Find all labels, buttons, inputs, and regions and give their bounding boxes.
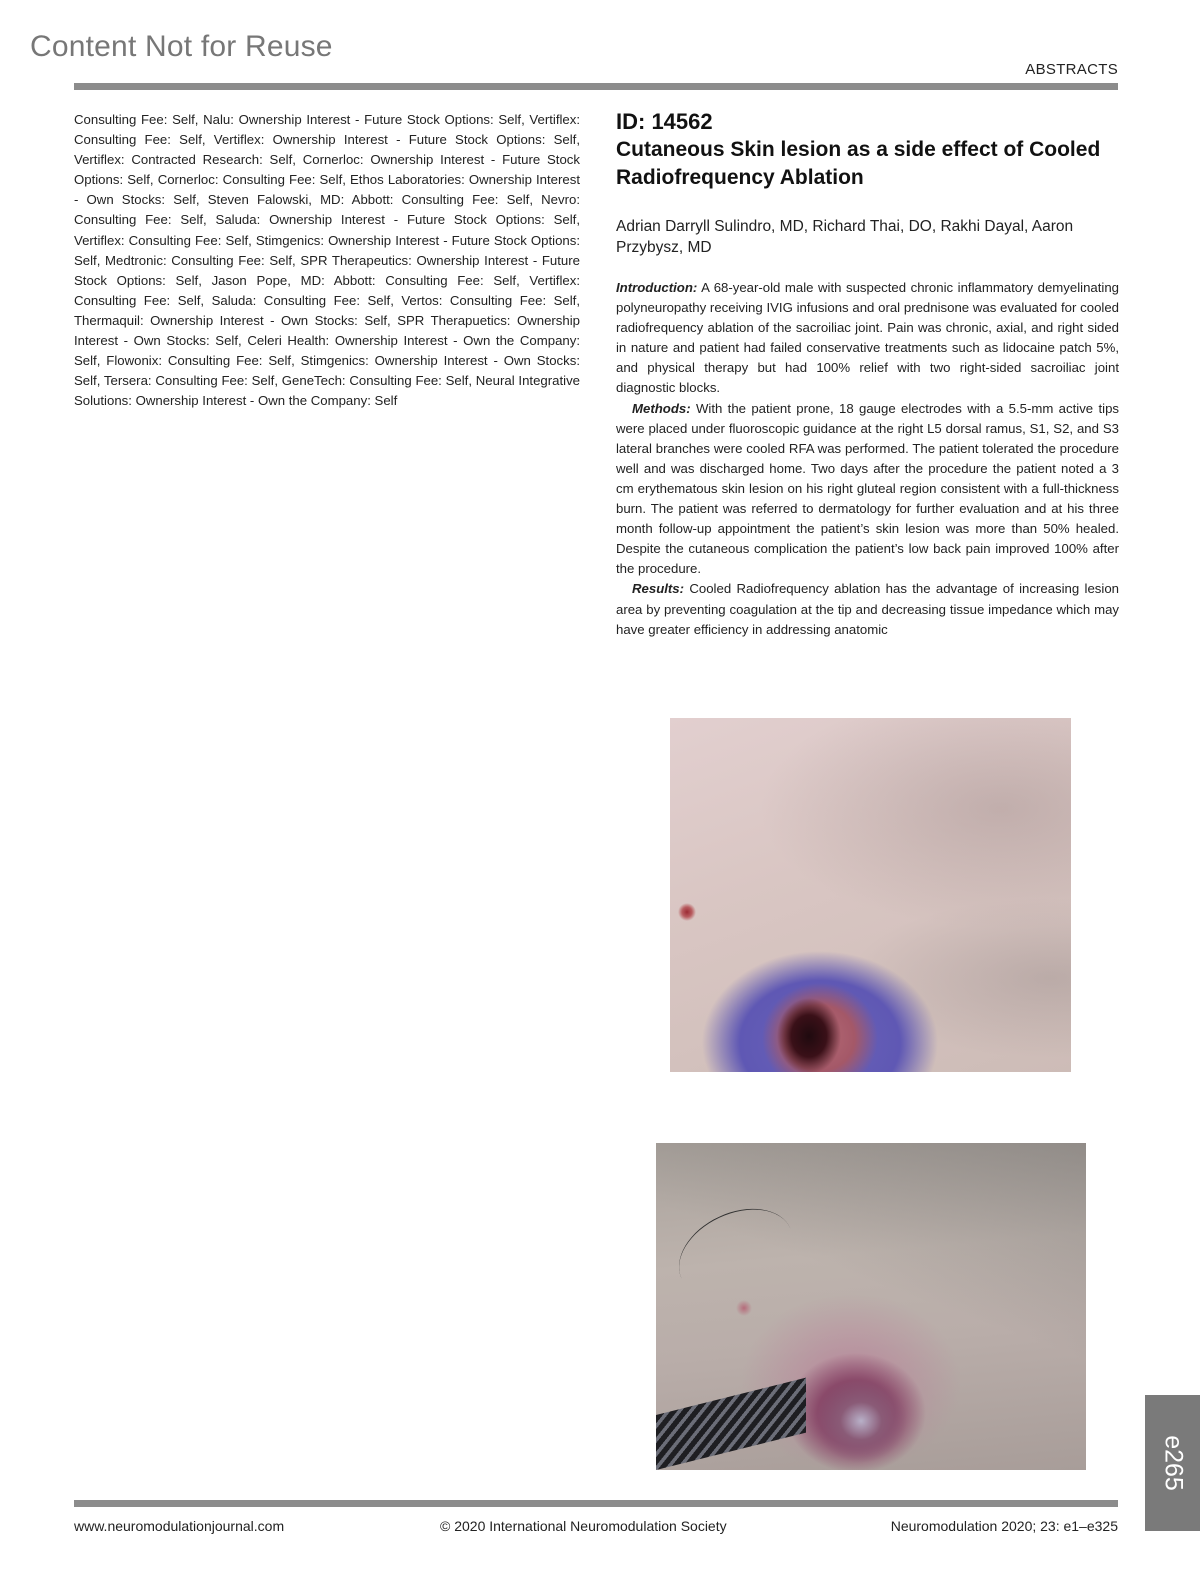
- header-rule: [74, 83, 1118, 90]
- footer-website: www.neuromodulationjournal.com: [74, 1518, 285, 1534]
- abstract-authors: Adrian Darryll Sulindro, MD, Richard Thai, DO, Rakhi Dayal, Aaron Przybysz, MD: [616, 218, 1074, 256]
- page-number: e265: [1159, 1435, 1187, 1491]
- footer-citation: Neuromodulation 2020; 23: e1–e325: [890, 1518, 1118, 1534]
- abstract-body: [616, 278, 1119, 640]
- introduction-text: A 68-year-old male with suspected chronic inflammatory demyelinating polyneuropathy receiving IVIG infusions and oral prednisone was evaluated for cooled radiofrequency ablation of the sacroiliac joint. Pain was chronic, axial, and right sided in nature and patient had failed conservative treatments such as lidocaine patch 5%, and physical therapy but had 100% relief with two right-sided sacroiliac joint diagnostic blocks.: [616, 280, 1120, 396]
- introduction-label: Introduction:: [616, 280, 698, 295]
- hair-strand: [665, 1191, 808, 1315]
- methods-label: Methods:: [632, 400, 691, 416]
- abstract-id: ID: 14562: [616, 109, 713, 134]
- skin-lesion-photo-healing: [656, 1143, 1086, 1470]
- disclosure-text: Consulting Fee: Self, Nalu: Ownership Interest - Future Stock Options: Self, Vertiflex: Consulting Fee: Self, Vertiflex: Ownership Interest - Future Stock Options: Self, Vertiflex: Contracted Research: Self, Cornerloc: Ownership Interest - Future Stock Options: Self, Cornerloc: Consulting Fee: Self, Ethos Laboratories: Ownership Interest - Own Stocks: Self, Steven Falowski, MD: Abbott: Consulting Fee: Self, Nevro: Consulting Fee: Self, Saluda: Ownership Interest - Future Stock Options: Self, Vertiflex: Consulting Fee: Self, Stimgenics: Ownership Interest - Future Stock Options: Self, Medtronic: Consulting Fee: Self, SPR Therapeutics: Ownership Interest - Future Stock Options: Self, Jason Pope, MD: Abbott: Consulting Fee: Self, Vertiflex: Consulting Fee: Self, Saluda: Consulting Fee: Self, Vertos: Consulting Fee: Self, Thermaquil: Ownership Interest - Own Stocks: Self, SPR Therapuetics: Ownership Interest - Own Stocks: Self, Celeri Health: Ownership Interest - Own the Company: Self, Flowonix: Consulting Fee: Self, Stimgenics: Ownership Interest - Own Stocks: Self, Tersera: Consulting Fee: Self, GeneTech: Consulting Fee: Self, Neural Integrative Solutions: Ownership Interest - Own the Company: Self: [74, 112, 580, 409]
- skin-lesion-photo-initial: [670, 718, 1071, 1072]
- abstract-column: [616, 108, 1119, 640]
- footer-copyright: © 2020 International Neuromodulation Society: [440, 1518, 727, 1534]
- results-paragraph: [616, 579, 1119, 639]
- results-text: Cooled Radiofrequency ablation has the advantage of increasing lesion area by preventing coagulation at the tip and decreasing tissue impedance which may have greater efficiency in addressing anatomic: [616, 581, 1119, 637]
- methods-paragraph: [616, 399, 1119, 580]
- footer-rule: [74, 1500, 1118, 1507]
- striped-fabric: [656, 1378, 806, 1470]
- abstract-title: Cutaneous Skin lesion as a side effect of Cooled Radiofrequency Ablation: [616, 138, 1101, 189]
- page-number-tab: [1145, 1395, 1200, 1531]
- section-label: ABSTRACTS: [1025, 61, 1118, 78]
- introduction-paragraph: [616, 278, 1119, 399]
- results-label: Results:: [632, 581, 685, 597]
- methods-text: With the patient prone, 18 gauge electrodes with a 5.5-mm active tips were placed under fluoroscopic guidance at the right L5 dorsal ramus, S1, S2, and S3 lateral branches were cooled RFA was performed. The patient tolerated the procedure well and was discharged home. Two days after the procedure the patient noted a 3 cm erythematous skin lesion on his right gluteal region consistent with a full-thickness burn. The patient was referred to dermatology for further evaluation and at his three month follow-up appointment the patient’s skin lesion was more than 50% healed. Despite the cutaneous complication the patient’s low back pain improved 100% after the procedure.: [616, 400, 1119, 577]
- watermark: Content Not for Reuse: [30, 30, 333, 63]
